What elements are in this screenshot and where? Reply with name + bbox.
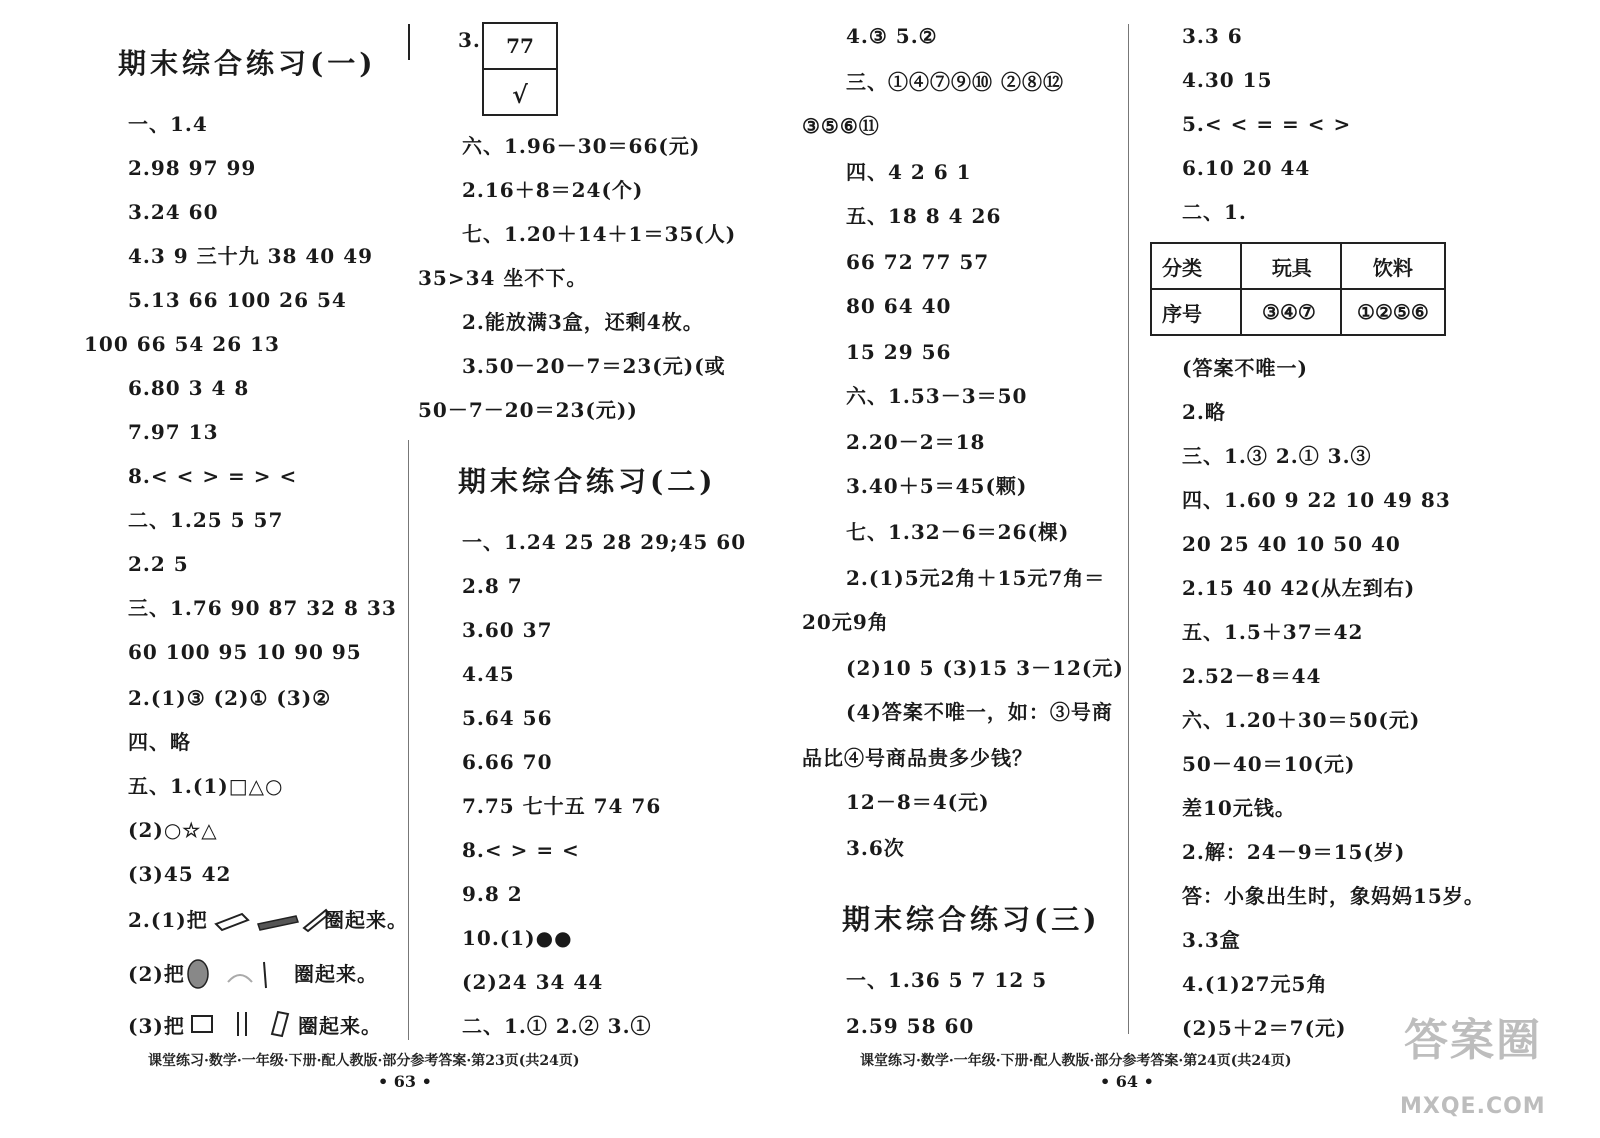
- answer-line: 35>34 坐不下。: [418, 266, 588, 290]
- table-cell: 序号: [1151, 289, 1241, 335]
- answer-line: 六、1.53－3＝50: [846, 384, 1028, 408]
- answer-line: (2)10 5 (3)15 3－12(元): [846, 656, 1124, 680]
- answer-line: 七、1.32－6＝26(棵): [846, 520, 1070, 544]
- column-divider: [408, 440, 409, 1040]
- answer-line: 4.(1)27元5角: [1182, 972, 1328, 996]
- table-cell: ①②⑤⑥: [1341, 289, 1445, 335]
- answer-line: 20 25 40 10 50 40: [1182, 532, 1401, 556]
- answer-line: 60 100 95 10 90 95: [128, 640, 362, 664]
- watermark-logo-text: 答案圈: [1404, 1015, 1542, 1066]
- answer-line: (4)答案不唯一，如：③号商: [846, 700, 1113, 724]
- column-divider: [1128, 24, 1129, 1034]
- answer-line: (3)把: [128, 1014, 185, 1038]
- answer-line-suffix: 圈起来。: [294, 962, 378, 986]
- answer-line: 二、1.① 2.② 3.①: [462, 1014, 652, 1038]
- answer-line: 3.3 6: [1182, 24, 1243, 48]
- answer-line: 一、1.4: [128, 112, 208, 136]
- answer-line: 80 64 40: [846, 294, 952, 318]
- section-title-1: 期末综合练习(一): [118, 47, 377, 80]
- answer-line-suffix: 圈起来。: [324, 908, 408, 932]
- answer-line: 9.8 2: [462, 882, 523, 906]
- answer-line: 四、1.60 9 22 10 49 83: [1182, 488, 1451, 512]
- answer-line: 三、1.③ 2.① 3.③: [1182, 444, 1372, 468]
- table-row: [1151, 243, 1445, 289]
- page-footer: 课堂练习·数学·一年级·下册·配人教版·部分参考答案·第24页(共24页): [860, 1053, 1292, 1069]
- answer-line: 5.13 66 100 26 54: [128, 288, 347, 312]
- table-cell: 玩具: [1241, 243, 1341, 289]
- answer-line: 三、1.76 90 87 32 8 33: [128, 596, 397, 620]
- answer-line: 一、1.36 5 7 12 5: [846, 968, 1048, 992]
- answer-line: 2.98 97 99: [128, 156, 257, 180]
- answer-line: 3.50－20－7＝23(元)(或: [462, 354, 726, 378]
- answer-line: 2.59 58 60: [846, 1014, 975, 1038]
- answer-line-suffix: 圈起来。: [298, 1014, 382, 1038]
- answer-line: 2.16＋8＝24(个): [462, 178, 644, 202]
- pencil-sketch-icon: [212, 906, 332, 934]
- answer-line: 2.(1)③ (2)① (3)②: [128, 686, 332, 710]
- answer-line: 6.66 70: [462, 750, 553, 774]
- answer-line: 66 72 77 57: [846, 250, 990, 274]
- answer-line: 2.15 40 42(从左到右): [1182, 576, 1416, 600]
- answer-line: 3.40＋5＝45(颗): [846, 474, 1028, 498]
- watermark-url: MXQE.COM: [1400, 1094, 1546, 1119]
- answer-line: 4.③ 5.②: [846, 24, 938, 48]
- section-title-3: 期末综合练习(三): [842, 903, 1101, 936]
- answer-line: 差10元钱。: [1182, 796, 1296, 820]
- answer-line: 5.64 56: [462, 706, 553, 730]
- answer-line: 四、略: [128, 730, 191, 754]
- answer-line: 3.60 37: [462, 618, 553, 642]
- answer-line: 2.解：24－9＝15(岁): [1182, 840, 1406, 864]
- answer-line: 12－8＝4(元): [846, 790, 990, 814]
- answer-line: 100 66 54 26 13: [84, 332, 280, 356]
- answer-line: 六、1.20＋30＝50(元): [1182, 708, 1421, 732]
- answer-line: 五、1.(1)□△○: [128, 774, 284, 798]
- answer-line: (2)24 34 44: [462, 970, 604, 994]
- answer-line: 6.80 3 4 8: [128, 376, 250, 400]
- answer-line: 2.略: [1182, 400, 1226, 424]
- answer-line: (2)○☆△: [128, 818, 218, 842]
- answer-line: 六、1.96－30＝66(元): [462, 134, 701, 158]
- answer-line: 五、18 8 4 26: [846, 204, 1002, 228]
- answer-line: 2.能放满3盒，还剩4枚。: [462, 310, 704, 334]
- answer-line: 4.45: [462, 662, 515, 686]
- answer-line: 2.(1)把: [128, 908, 208, 932]
- page-number: • 63 •: [378, 1072, 432, 1091]
- answer-box: [482, 22, 558, 116]
- answer-line: 3.3盒: [1182, 928, 1241, 952]
- answer-line: (答案不唯一): [1182, 356, 1308, 380]
- check-mark: √: [512, 80, 528, 109]
- answer-line: 2.52－8＝44: [1182, 664, 1322, 688]
- answer-line: 4.3 9 三十九 38 40 49: [128, 244, 374, 268]
- answer-line: 10.(1)●●: [462, 926, 573, 950]
- stationery-sketch-icon: [188, 1008, 298, 1038]
- table-row: [1151, 289, 1445, 335]
- box-value: 77: [506, 34, 534, 58]
- answer-line: 2.8 7: [462, 574, 523, 598]
- table-cell: ③④⑦: [1241, 289, 1341, 335]
- answer-line: 2.20－2＝18: [846, 430, 986, 454]
- answer-line: 50－40＝10(元): [1182, 752, 1356, 776]
- answer-line: 3.6次: [846, 836, 905, 860]
- answer-line: 2.(1)5元2角＋15元7角＝: [846, 566, 1106, 590]
- column-divider: [408, 24, 410, 60]
- page-number: • 64 •: [1100, 1072, 1154, 1091]
- fruit-sketch-icon: [184, 952, 294, 992]
- answer-line: (2)5＋2＝7(元): [1182, 1016, 1347, 1040]
- answer-line: 3.: [458, 28, 481, 52]
- section-title-2: 期末综合练习(二): [458, 465, 717, 498]
- answer-line: 品比④号商品贵多少钱？: [802, 746, 1033, 770]
- page-footer: 课堂练习·数学·一年级·下册·配人教版·部分参考答案·第23页(共24页): [148, 1053, 580, 1069]
- answer-line: 三、①④⑦⑨⑩ ②⑧⑫: [846, 70, 1064, 94]
- answer-line: 15 29 56: [846, 340, 952, 364]
- answer-line: 20元9角: [802, 610, 889, 634]
- answer-line: 8.< < > = > <: [128, 464, 298, 488]
- table-cell: 饮料: [1341, 243, 1445, 289]
- table-cell: 分类: [1151, 243, 1241, 289]
- answer-line: 5.< < = = < >: [1182, 112, 1352, 136]
- answer-line: (2)把: [128, 962, 185, 986]
- answer-line: 五、1.5＋37＝42: [1182, 620, 1364, 644]
- answer-line: 七、1.20＋14＋1＝35(人): [462, 222, 737, 246]
- answer-line: 答：小象出生时，象妈妈15岁。: [1182, 884, 1485, 908]
- answer-line: 4.30 15: [1182, 68, 1273, 92]
- answer-line: 2.2 5: [128, 552, 189, 576]
- answer-line: ③⑤⑥⑪: [802, 114, 880, 138]
- answer-line: 3.24 60: [128, 200, 219, 224]
- answer-line: 二、1.: [1182, 200, 1247, 224]
- answer-line: (3)45 42: [128, 862, 232, 886]
- answer-line: 二、1.25 5 57: [128, 508, 284, 532]
- answer-line: 8.< > = <: [462, 838, 580, 862]
- answer-line: 6.10 20 44: [1182, 156, 1311, 180]
- answer-line: 四、4 2 6 1: [846, 160, 972, 184]
- answer-line: 一、1.24 25 28 29;45 60: [462, 530, 747, 554]
- classification-table: [1150, 242, 1446, 336]
- answer-line: 7.75 七十五 74 76: [462, 794, 662, 818]
- answer-line: 50－7－20＝23(元)): [418, 398, 638, 422]
- answer-line: 7.97 13: [128, 420, 219, 444]
